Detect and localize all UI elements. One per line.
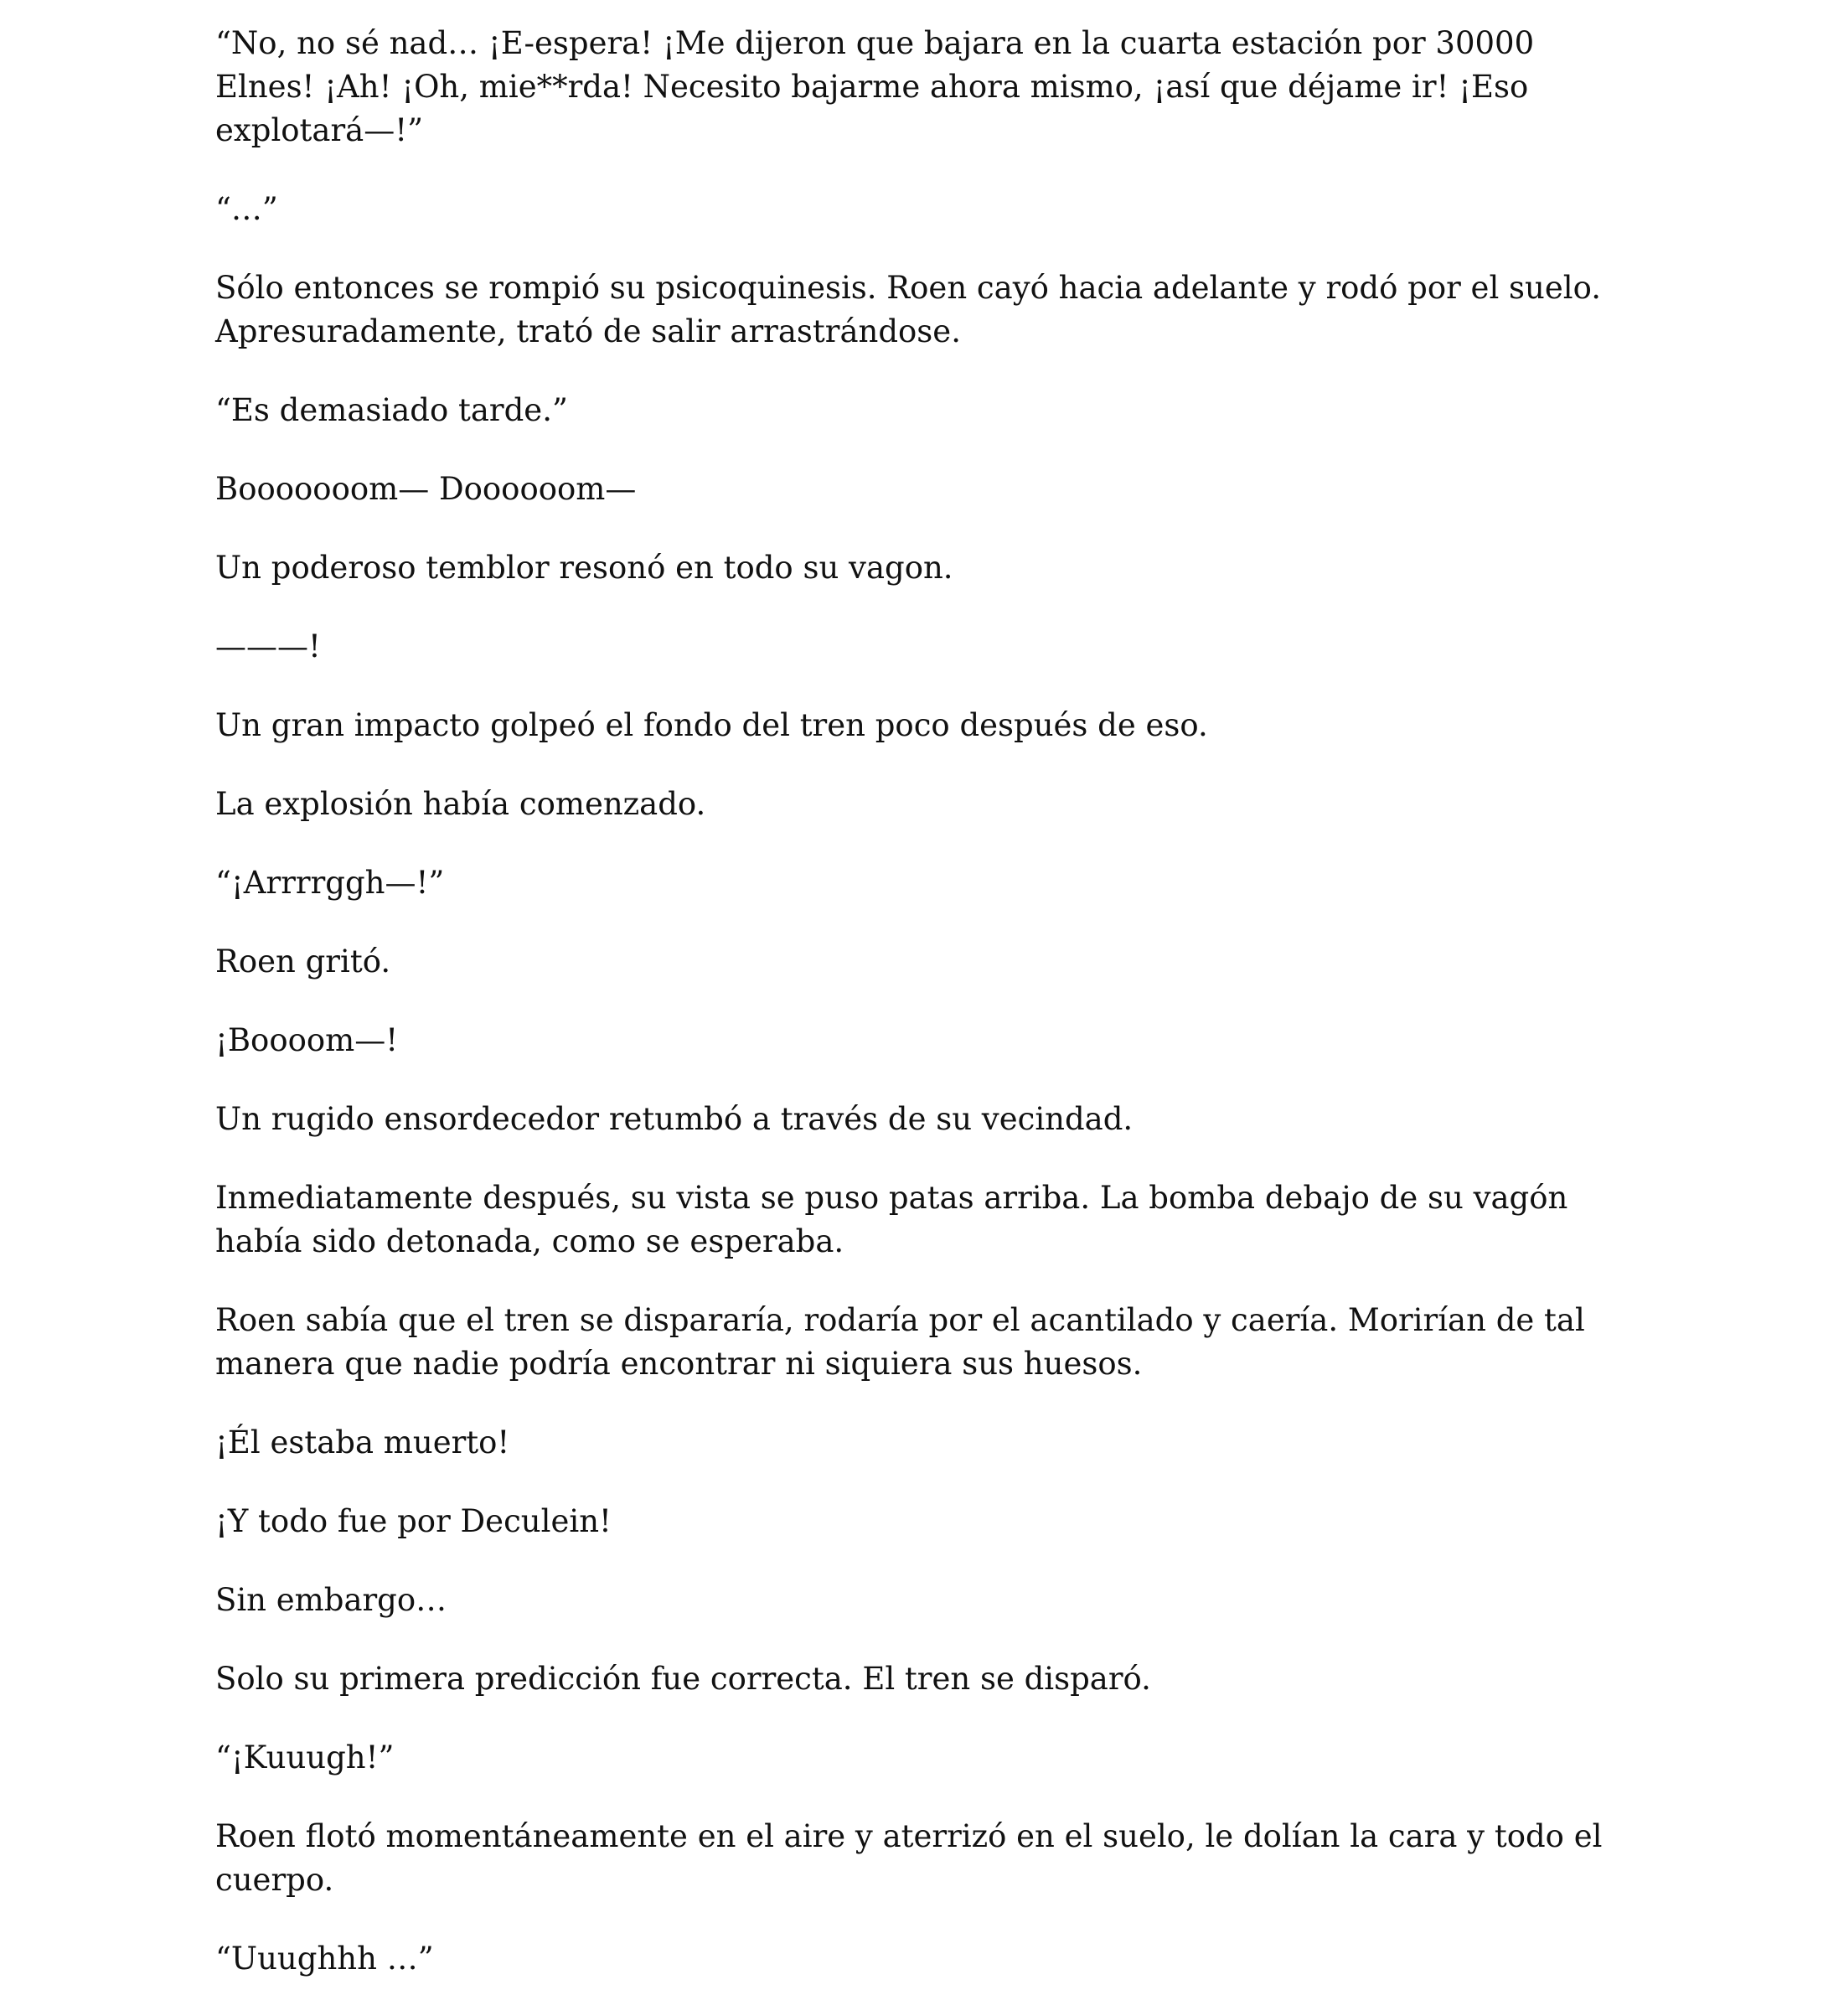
- paragraph: ———!: [215, 628, 321, 664]
- paragraph: Solo su primera predicción fue correcta. El tren se disparó.: [215, 1661, 1151, 1697]
- paragraph: Inmediatamente después, su vista se puso patas arriba. La bomba debajo de su vagón había sido detonada, como se esperaba.: [215, 1180, 1568, 1259]
- paragraph: Sin embargo…: [215, 1582, 447, 1618]
- paragraph: Sólo entonces se rompió su psicoquinesis. Roen cayó hacia adelante y rodó por el suelo. Apresuradamente, trató de salir arrastrándose.: [215, 270, 1601, 349]
- paragraph: “…”: [215, 191, 278, 227]
- paragraph: Un gran impacto golpeó el fondo del tren poco después de eso.: [215, 707, 1208, 743]
- paragraph: Roen sabía que el tren se dispararía, rodaría por el acantilado y caería. Morirían de tal manera que nadie podría encontrar ni siquiera sus huesos.: [215, 1302, 1585, 1382]
- paragraph: ¡Y todo fue por Deculein!: [215, 1503, 612, 1539]
- paragraph: La explosión había comenzado.: [215, 786, 706, 822]
- paragraph: “Uuughhh …”: [215, 1941, 434, 1977]
- paragraph: Booooooom— Doooooom—: [215, 471, 637, 507]
- paragraph: “¡Arrrrggh—!”: [215, 865, 445, 901]
- paragraph: “Es demasiado tarde.”: [215, 392, 568, 428]
- paragraph: Roen flotó momentáneamente en el aire y aterrizó en el suelo, le dolían la cara y todo el cuerpo.: [215, 1818, 1603, 1898]
- paragraph: ¡Él estaba muerto!: [215, 1424, 510, 1460]
- document-body: [215, 22, 1623, 2016]
- paragraph: Un poderoso temblor resonó en todo su vagon.: [215, 550, 953, 586]
- paragraph: Un rugido ensordecedor retumbó a través de su vecindad.: [215, 1101, 1134, 1137]
- paragraph: “¡Kuuugh!”: [215, 1739, 395, 1776]
- paragraph: “No, no sé nad… ¡E-espera! ¡Me dijeron que bajara en la cuarta estación por 30000 Elnes! ¡Ah! ¡Oh, mie**rda! Necesito bajarme ahora mismo, ¡así que déjame ir! ¡Eso explotará—!”: [215, 25, 1535, 148]
- paragraph: Roen gritó.: [215, 943, 391, 980]
- paragraph: ¡Boooom—!: [215, 1022, 399, 1058]
